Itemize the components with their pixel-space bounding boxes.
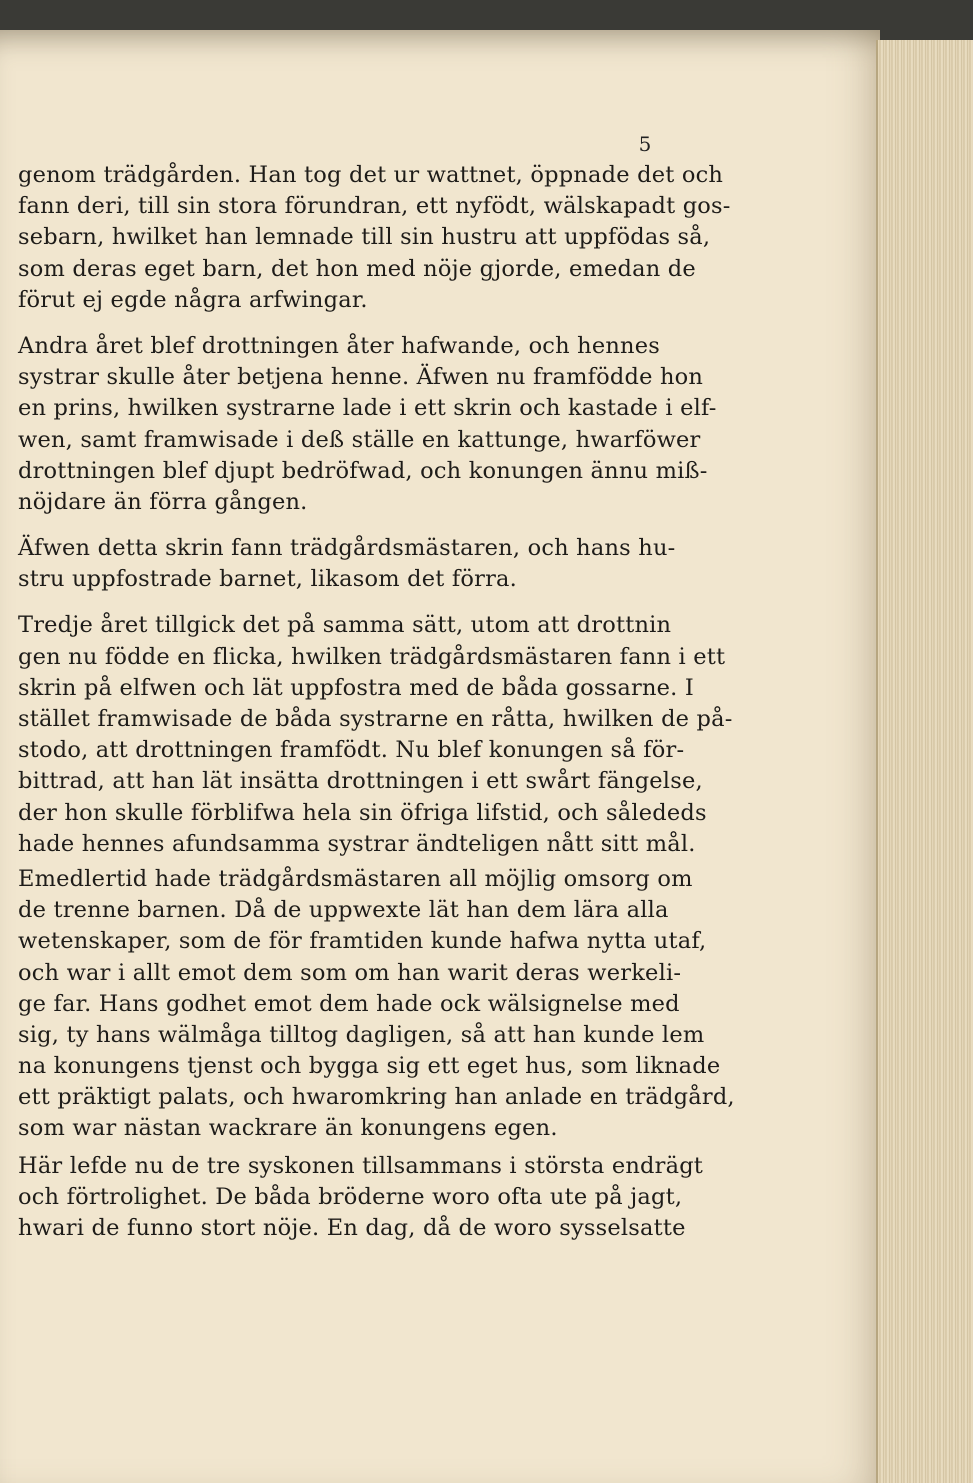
text-line: drottningen blef djupt bedröfwad, och konungen ännu miß- bbox=[18, 457, 708, 484]
text-line: fann deri, till sin stora förundran, ett nyfödt, wälskapadt gos- bbox=[18, 193, 731, 220]
paragraph bbox=[18, 864, 735, 1145]
text-line: och war i allt emot dem som om han warit deras werkeli- bbox=[18, 959, 682, 986]
text-line: förut ej egde några arfwingar. bbox=[18, 286, 368, 313]
text-line: gen nu födde en flicka, hwilken trädgårdsmästaren fann i ett bbox=[18, 643, 726, 670]
text-line: wetenskaper, som de för framtiden kunde hafwa nytta utaf, bbox=[18, 928, 707, 955]
text-line: ett präktigt palats, och hwaromkring han anlade en trädgård, bbox=[18, 1084, 735, 1111]
page-number: 5 bbox=[638, 132, 652, 156]
text-line: na konungens tjenst och bygga sig ett eget hus, som liknade bbox=[18, 1053, 721, 1080]
paragraph bbox=[18, 160, 731, 316]
text-line: Andra året blef drottningen åter hafwande, och hennes bbox=[18, 332, 661, 359]
text-line: stället framwisade de båda systrarne en råtta, hwilken de på- bbox=[18, 706, 733, 732]
text-line: Äfwen detta skrin fann trädgårdsmästaren, och hans hu- bbox=[18, 535, 676, 562]
page-edges bbox=[876, 40, 973, 1483]
body-text bbox=[18, 160, 735, 1244]
text-line: genom trädgården. Han tog det ur wattnet, öppnade det och bbox=[18, 162, 724, 188]
text-line: Här lefde nu de tre syskonen tillsammans i största endrägt bbox=[18, 1152, 704, 1179]
text-line: stodo, att drottningen framfödt. Nu blef konungen så för- bbox=[18, 737, 685, 764]
text-line: hwari de funno stort nöje. En dag, då de woro sysselsatte bbox=[18, 1215, 686, 1241]
text-line: och förtrolighet. De båda bröderne woro ofta ute på jagt, bbox=[18, 1183, 683, 1210]
paragraph bbox=[18, 331, 717, 518]
text-line: de trenne barnen. Då de uppwexte lät han dem lära alla bbox=[18, 897, 669, 924]
paragraph bbox=[18, 1151, 704, 1245]
text-line: som war nästan wackrare än konungens egen. bbox=[18, 1115, 558, 1142]
text-line: Tredje året tillgick det på samma sätt, utom att drottnin bbox=[18, 612, 672, 639]
text-line: sebarn, hwilket han lemnade till sin hustru att uppfödas så, bbox=[18, 224, 711, 251]
text-line: hade hennes afundsamma systrar ändteligen nått sitt mål. bbox=[18, 830, 696, 857]
text-line: som deras eget barn, det hon med nöje gjorde, emedan de bbox=[18, 255, 696, 282]
paragraph bbox=[18, 610, 733, 860]
text-line: skrin på elfwen och lät uppfostra med de båda gossarne. I bbox=[18, 674, 694, 701]
text-line: der hon skulle förblifwa hela sin öfriga lifstid, och sålededs bbox=[18, 799, 707, 826]
text-line: sig, ty hans wälmåga tilltog dagligen, så att han kunde lem bbox=[18, 1021, 705, 1048]
text-line: systrar skulle åter betjena henne. Äfwen nu framfödde hon bbox=[18, 364, 704, 391]
text-line: bittrad, att han lät insätta drottningen i ett swårt fängelse, bbox=[18, 768, 703, 795]
text-line: wen, samt framwisade i deß ställe en kattunge, hwarföwer bbox=[18, 426, 701, 453]
text-line: stru uppfostrade barnet, likasom det förra. bbox=[18, 566, 517, 593]
text-line: ge far. Hans godhet emot dem hade ock wälsignelse med bbox=[18, 990, 680, 1017]
text-line: en prins, hwilken systrarne lade i ett skrin och kastade i elf- bbox=[18, 395, 717, 422]
text-line: nöjdare än förra gången. bbox=[18, 488, 308, 515]
paragraph bbox=[18, 533, 698, 595]
text-line: Emedlertid hade trädgårdsmästaren all möjlig omsorg om bbox=[18, 865, 693, 892]
